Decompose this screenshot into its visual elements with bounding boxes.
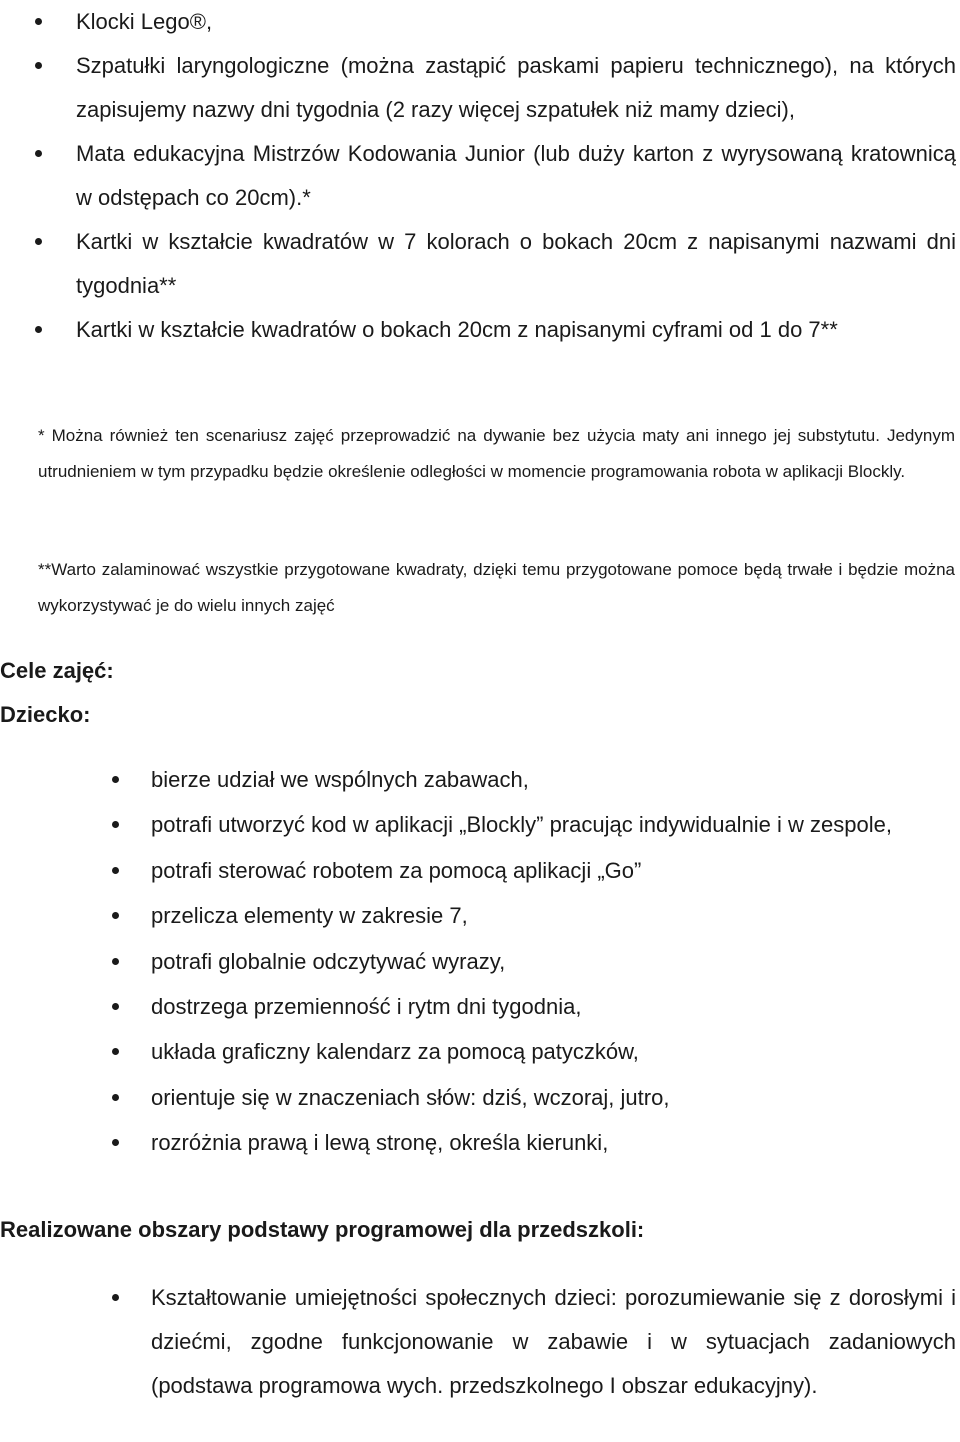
bullet-icon: [112, 867, 119, 874]
footnote-mat: * Można również ten scenariusz zajęć przeprowadzić na dywanie bez użycia maty ani innego jej substytutu. Jedynym utrudnieniem w tym przypadku będzie określenie odległości w momencie programowania robota w aplikacji Blockly.: [38, 426, 955, 481]
list-item: [0, 1121, 960, 1165]
goals-list: [0, 758, 960, 1167]
bullet-icon: [35, 238, 42, 245]
bullet-icon: [112, 912, 119, 919]
list-item-text: potrafi globalnie odczytywać wyrazy,: [151, 948, 506, 974]
bullet-icon: [35, 62, 42, 69]
list-item-text: Klocki Lego®,: [76, 9, 213, 34]
list-item-text: Kształtowanie umiejętności społecznych dzieci: porozumiewanie się z dorosłymi i dziećmi, zgodne funkcjonowanie w zabawie i w sytuacjach zadaniowych (podstawa programowa wych. przedszkolnego I obszar edukacyjny).: [151, 1285, 956, 1398]
list-item: [0, 803, 960, 847]
list-item: [0, 758, 960, 802]
list-item-text: orientuje się w znaczeniach słów: dziś, wczoraj, jutro,: [151, 1084, 670, 1110]
bullet-icon: [112, 1003, 119, 1010]
bullet-icon: [35, 18, 42, 25]
list-item-text: przelicza elementy w zakresie 7,: [151, 903, 468, 929]
footnote-laminate: **Warto zalaminować wszystkie przygotowane kwadraty, dzięki temu przygotowane pomoce będą trwałe i będzie można wykorzystywać je do wielu innych zajęć: [38, 560, 955, 615]
bullet-icon: [112, 1048, 119, 1055]
list-item: [0, 1276, 960, 1408]
list-item: [0, 44, 960, 132]
list-item-text: dostrzega przemienność i rytm dni tygodnia,: [151, 993, 582, 1019]
bullet-icon: [112, 958, 119, 965]
list-item-text: Kartki w kształcie kwadratów o bokach 20cm z napisanymi cyframi od 1 do 7**: [76, 317, 838, 342]
list-item: [0, 940, 960, 984]
list-item-text: bierze udział we wspólnych zabawach,: [151, 767, 529, 792]
list-item: [0, 132, 960, 220]
list-item-text: Kartki w kształcie kwadratów w 7 kolorach o bokach 20cm z napisanymi nazwami dni tygodnia**: [76, 229, 956, 298]
areas-list: [0, 1276, 960, 1409]
bullet-icon: [112, 776, 119, 783]
list-item: [0, 1076, 960, 1120]
list-item: [0, 220, 960, 308]
areas-heading: Realizowane obszary podstawy programowej dla przedszkoli:: [0, 1217, 645, 1242]
list-item: [0, 985, 960, 1029]
list-item: [0, 308, 960, 352]
list-item: [0, 1030, 960, 1074]
list-item-text: Szpatułki laryngologiczne (można zastąpić paskami papieru technicznego), na których zapisujemy nazwy dni tygodnia (2 razy więcej szpatułek niż mamy dzieci),: [76, 53, 956, 122]
list-item-text: układa graficzny kalendarz za pomocą patyczków,: [151, 1039, 639, 1065]
list-item-text: rozróżnia prawą i lewą stronę, określa kierunki,: [151, 1130, 609, 1156]
bullet-icon: [35, 150, 42, 157]
bullet-icon: [112, 821, 119, 828]
bullet-icon: [35, 326, 42, 333]
bullet-icon: [112, 1294, 119, 1301]
materials-list: [0, 0, 960, 352]
bullet-icon: [112, 1139, 119, 1146]
list-item: [0, 894, 960, 938]
list-item-text: potrafi sterować robotem za pomocą aplikacji „Go”: [151, 857, 642, 883]
list-item-text: potrafi utworzyć kod w aplikacji „Blockly” pracując indywidualnie i w zespole,: [151, 812, 892, 838]
child-heading: Dziecko:: [0, 702, 91, 727]
list-item-text: Mata edukacyjna Mistrzów Kodowania Junior (lub duży karton z wyrysowaną kratownicą w odstępach co 20cm).*: [76, 141, 956, 210]
goals-heading: Cele zajęć:: [0, 658, 114, 683]
list-item: [0, 0, 960, 44]
bullet-icon: [112, 1094, 119, 1101]
list-item: [0, 849, 960, 893]
